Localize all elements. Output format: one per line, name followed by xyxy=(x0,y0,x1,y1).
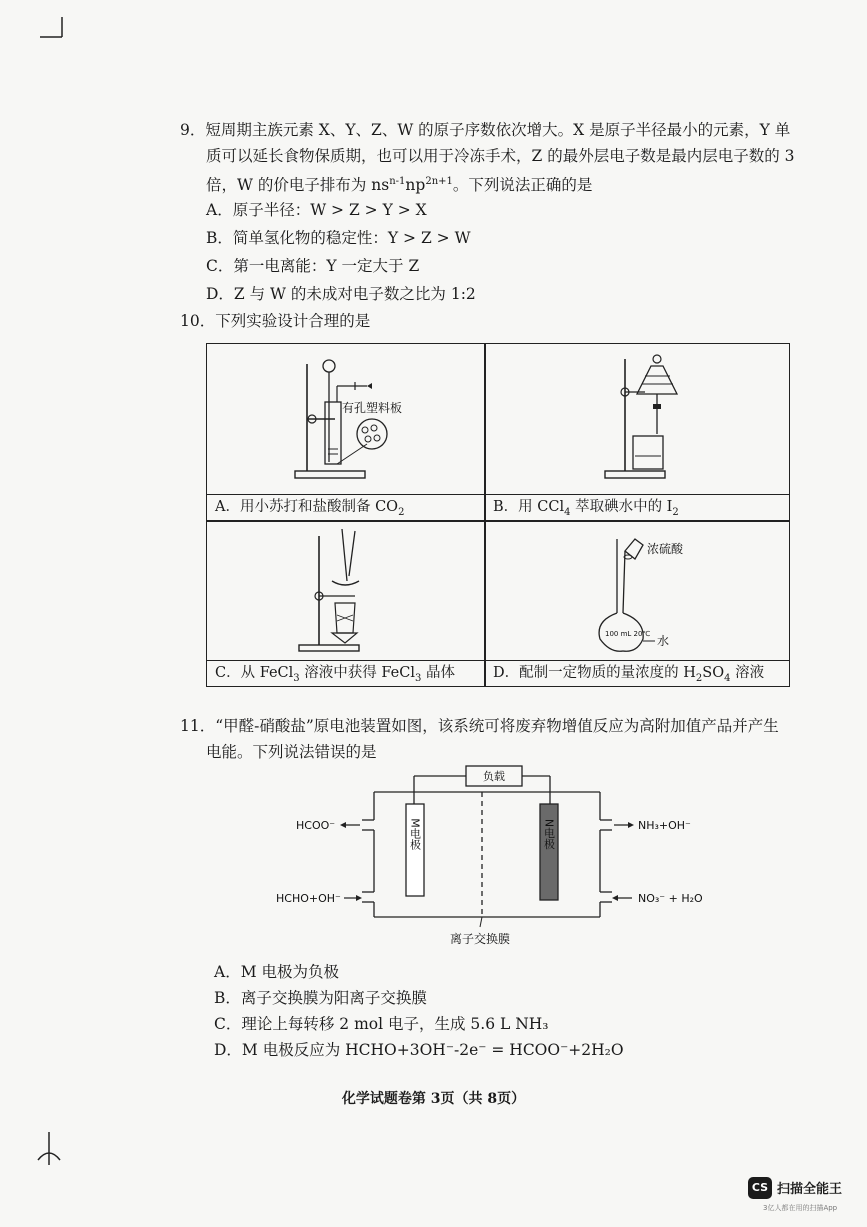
cell-b xyxy=(485,344,789,520)
apparatus-a-diagram xyxy=(207,344,484,494)
cell-a-label: A．用小苏打和盐酸制备 $CO_2$ xyxy=(207,494,484,520)
q9-option-a: A．原子半径：W > Z > Y > X xyxy=(206,201,427,219)
label-no3-h2o: NO₃⁻ + H₂O xyxy=(638,892,703,905)
label-perforated-plate: 有孔塑料板 xyxy=(342,401,403,415)
apparatus-d-diagram xyxy=(485,521,789,661)
q10-stem: 10．下列实验设计合理的是 xyxy=(180,312,371,330)
scanner-subtitle: 3亿人都在用的扫描App xyxy=(763,1204,838,1212)
cell-d-label: D．配制一定物质的量浓度的 $H_2SO_4$ 溶液 xyxy=(485,660,789,686)
experiment-table xyxy=(206,343,790,687)
crop-mark-bottom xyxy=(36,1130,66,1170)
label-hcoo: HCOO⁻ xyxy=(296,819,336,832)
label-water: 水 xyxy=(657,634,670,648)
cell-c xyxy=(207,521,484,686)
battery-diagram xyxy=(270,762,710,952)
q9-option-d: D．Z 与 W 的未成对电子数之比为 1:2 xyxy=(206,285,476,303)
scanner-logo-icon: CS xyxy=(748,1177,772,1199)
apparatus-b-diagram xyxy=(485,344,789,494)
m-electrode-label: M电极 xyxy=(408,818,422,850)
q11-option-a: A．M 电极为负极 xyxy=(214,963,339,981)
scanner-watermark xyxy=(748,1177,858,1221)
q9-stem-line3: 倍，W 的价电子排布为 $ns^{n-1}np^{2n+1}$。下列说法正确的是 xyxy=(206,176,593,195)
cell-b-label: B．用 CCl$_4$ 萃取碘水中的 $I_2$ xyxy=(485,494,789,520)
q9-option-c: C．第一电离能：Y 一定大于 Z xyxy=(206,257,420,275)
cell-c-label: C．从 FeCl$_3$ 溶液中获得 FeCl$_3$ 晶体 xyxy=(207,660,484,686)
q11-stem-line2: 电能。下列说法错误的是 xyxy=(206,743,377,761)
label-hcho-oh: HCHO+OH⁻ xyxy=(276,892,341,905)
label-nh3-oh: NH₃+OH⁻ xyxy=(638,819,691,832)
label-conc-acid: 浓硫酸 xyxy=(647,542,684,556)
q11-stem-line1: 11．“甲醛-硝酸盐”原电池装置如图，该系统可将废弃物增值反应为高附加值产品并产生 xyxy=(180,717,779,735)
q9-option-b: B．简单氢化物的稳定性：Y > Z > W xyxy=(206,229,471,247)
q11-option-c: C．理论上每转移 2 mol 电子，生成 5.6 L NH₃ xyxy=(214,1015,549,1033)
q11-option-d: D．M 电极反应为 HCHO+3OH⁻-2e⁻ = HCOO⁻+2H₂O xyxy=(214,1041,624,1059)
scanner-title: 扫描全能王 xyxy=(777,1182,843,1197)
load-label: 负载 xyxy=(483,770,505,783)
q9-stem-line2: 质可以延长食物保质期，也可以用于冷冻手术，Z 的最外层电子数是最内层电子数的 3 xyxy=(206,147,795,165)
q9-stem-line1: 9．短周期主族元素 X、Y、Z、W 的原子序数依次增大。X 是原子半径最小的元素，Y 单 xyxy=(180,121,791,139)
q11-option-b: B．离子交换膜为阳离子交换膜 xyxy=(214,989,427,1007)
cell-a xyxy=(207,344,484,520)
page-footer: 化学试题卷第 3页（共 8页） xyxy=(341,1091,526,1107)
apparatus-c-diagram xyxy=(207,521,484,661)
label-flask: 100 mL 20℃ xyxy=(605,630,651,638)
n-electrode-label: N电极 xyxy=(542,818,556,850)
cell-d xyxy=(485,521,789,686)
membrane-label: 离子交换膜 xyxy=(449,932,511,946)
crop-mark-top xyxy=(38,15,68,45)
